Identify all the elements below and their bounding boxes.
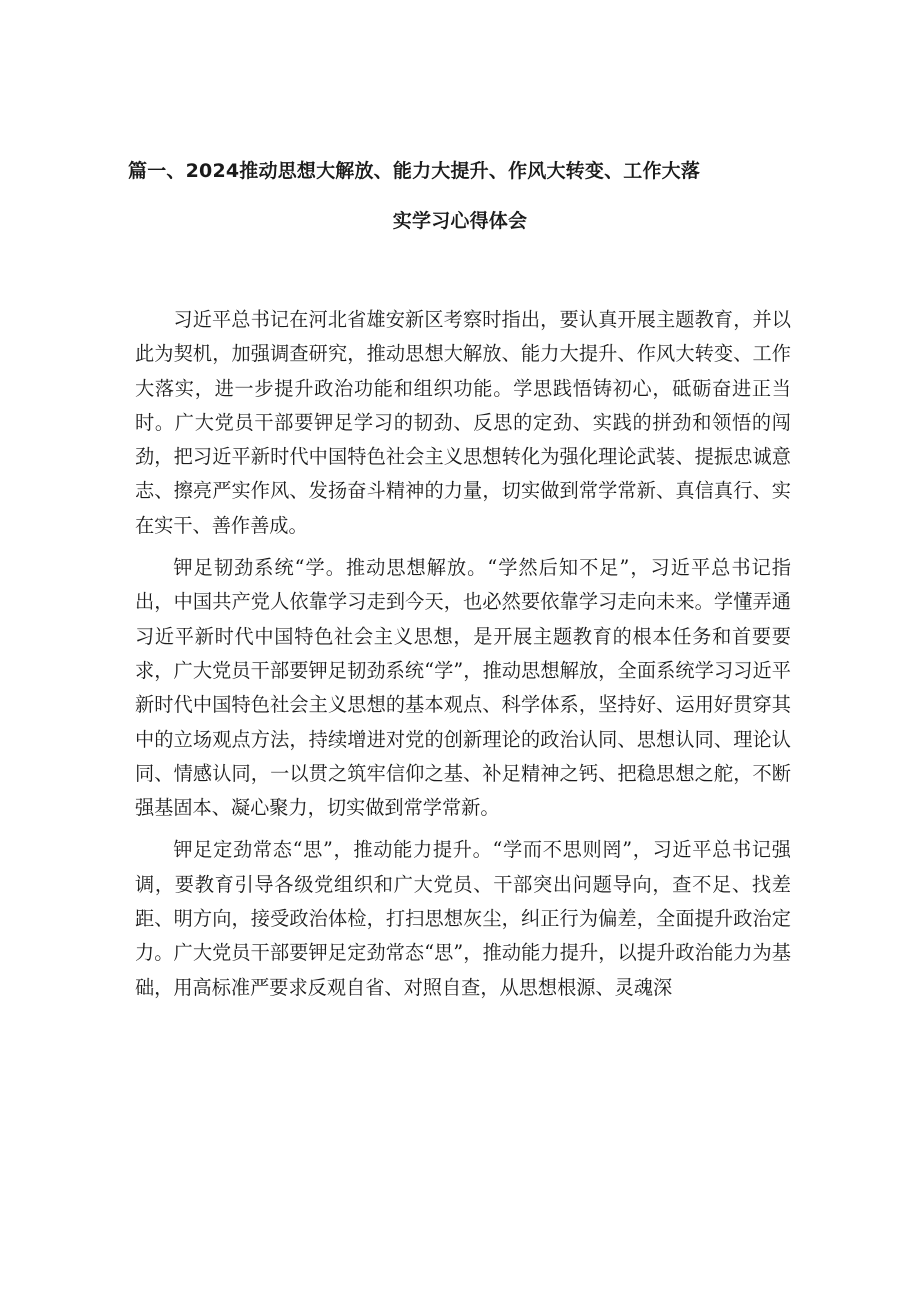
document-title-line-1: 篇一、2024推动思想大解放、能力大提升、作风大转变、工作大落 — [128, 160, 701, 182]
body-paragraph-3: 钾足定劲常态“思”，推动能力提升。“学而不思则罔”，习近平总书记强调，要教育引导各级党组织和广大党员、干部突出问题导向，查不足、找差距、明方向，接受政治体检，打扫思想灰尘，纠正行为偏差，全面提升政治定力。广大党员干部要钾足定劲常态“思”，推动能力提升，以提升政治能力为基础，用高标准严要求反观自省、对照自查，从思想根源、灵魂深 — [135, 838, 791, 999]
document-title-line-2: 实学习心得体会 — [392, 210, 528, 232]
document-body — [135, 226, 791, 1005]
body-paragraph-2: 钾足韧劲系统“学。推动思想解放。“学然后知不足”，习近平总书记指出，中国共产党人依靠学习走到今天，也必然要依靠学习走向未来。学懂弄通习近平新时代中国特色社会主义思想，是开展主题教育的根本任务和首要要求，广大党员干部要钾足韧劲系统“学”，推动思想解放，全面系统学习习近平新时代中国特色社会主义思想的基本观点、科学体系，坚持好、运用好贯穿其中的立场观点方法，持续增进对党的创新理论的政治认同、思想认同、理论认同、情感认同，一以贯之筑牢信仰之基、补足精神之钙、把稳思想之舵，不断强基固本、凝心聚力，切实做到常学常新。 — [135, 556, 791, 820]
body-paragraph-1: 习近平总书记在河北省雄安新区考察时指出，要认真开展主题教育，并以此为契机，加强调查研究，推动思想大解放、能力大提升、作风大转变、工作大落实，进一步提升政治功能和组织功能。学思践悟铸初心，砥砺奋进正当时。广大党员干部要钾足学习的韧劲、反思的定劲、实践的拼劲和领悟的闯劲，把习近平新时代中国特色社会主义思想转化为强化理论武装、提振忠诚意志、擦亮严实作风、发扬奋斗精神的力量，切实做到常学常新、真信真行、实在实干、善作善成。 — [135, 308, 791, 537]
